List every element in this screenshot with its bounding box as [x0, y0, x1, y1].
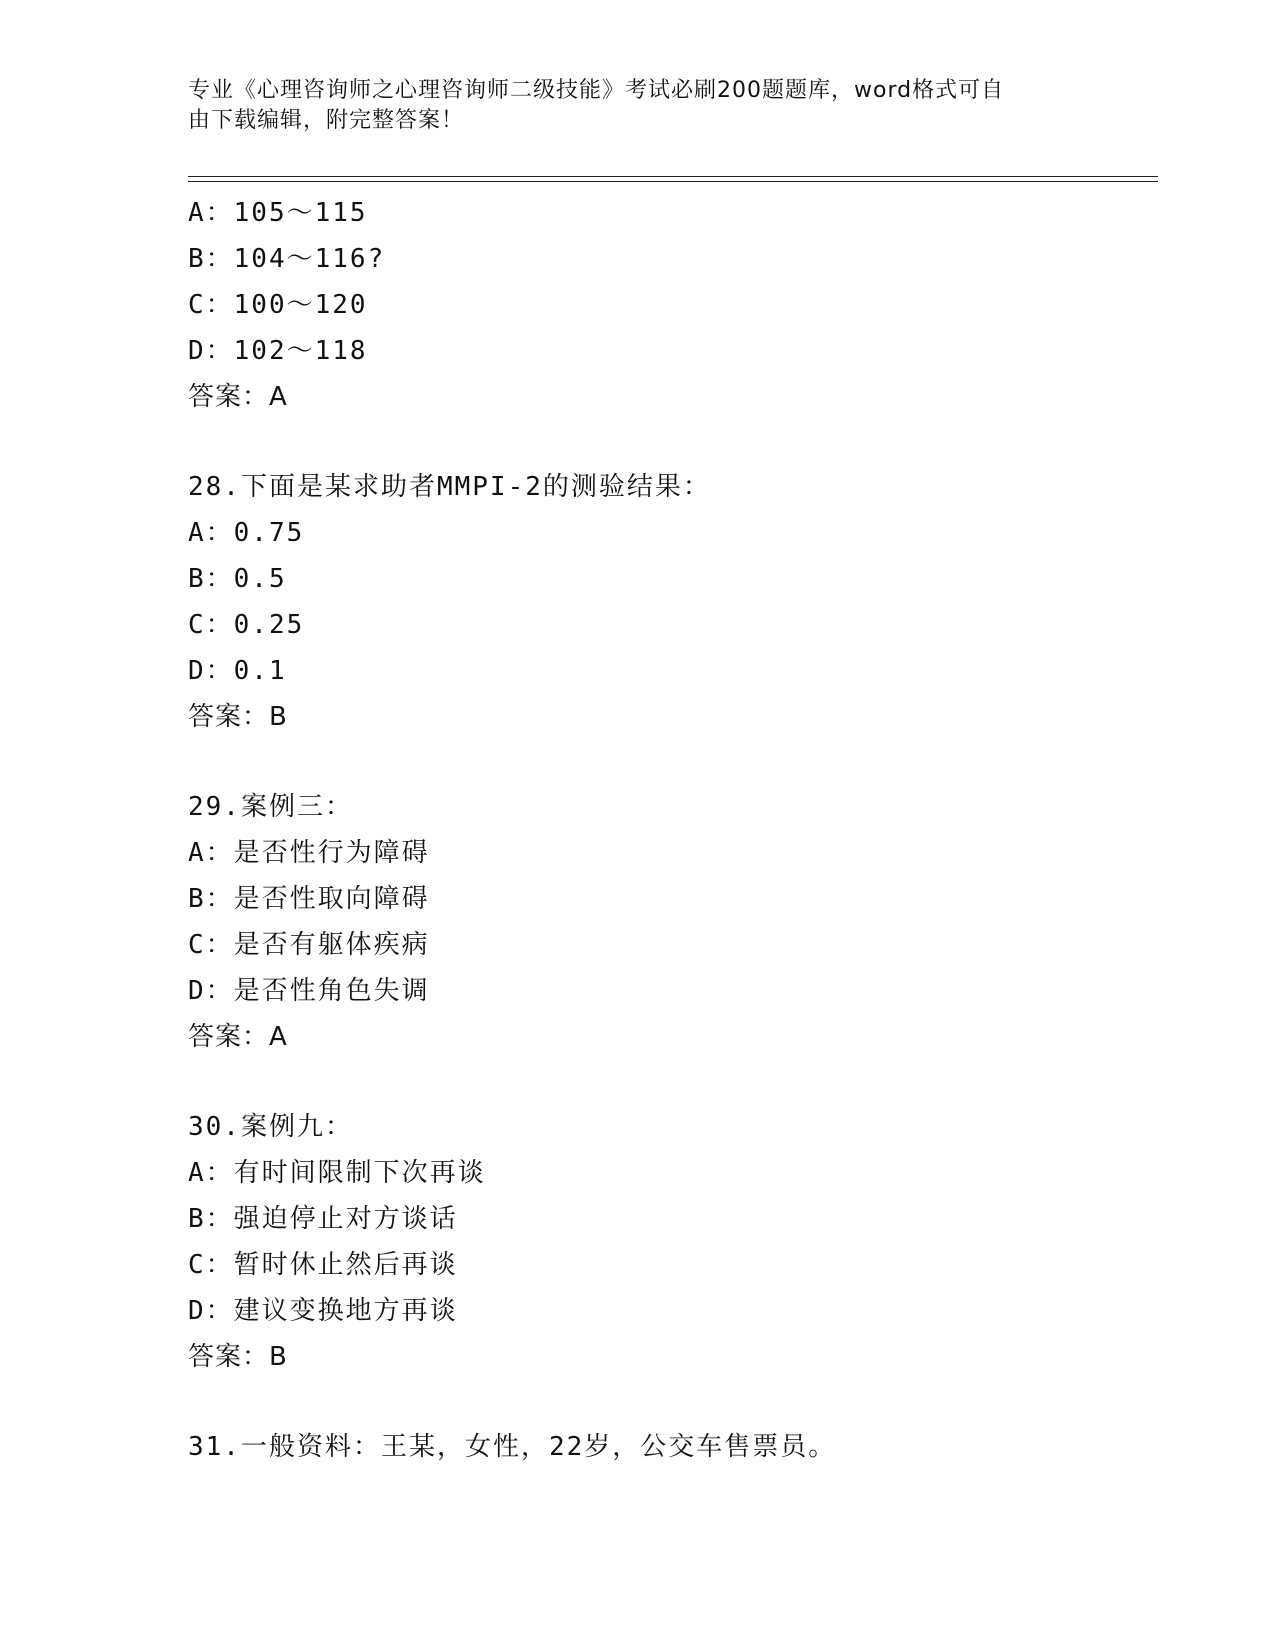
- question-30: [188, 1104, 1148, 1380]
- option-b: B：强迫停止对方谈话: [188, 1204, 458, 1234]
- answer-label: 答案：A: [188, 1022, 288, 1052]
- question-stem: 28.下面是某求助者MMPI-2的测验结果：: [188, 472, 711, 502]
- question-list: [188, 190, 1148, 1470]
- answer-label: 答案：A: [188, 382, 288, 412]
- header-line-2: 由下载编辑，附完整答案！: [188, 108, 465, 133]
- spacer: [188, 1380, 1148, 1424]
- option-d: D：102～118: [188, 336, 368, 366]
- header-line-1: 专业《心理咨询师之心理咨询师二级技能》考试必刷200题题库，word格式可自: [188, 78, 1005, 103]
- answer-label: 答案：B: [188, 702, 288, 732]
- question-31: [188, 1424, 1148, 1470]
- option-d: D：建议变换地方再谈: [188, 1296, 458, 1326]
- spacer: [188, 420, 1148, 464]
- option-a: A：是否性行为障碍: [188, 838, 430, 868]
- header-double-rule: [188, 176, 1158, 182]
- question-28: [188, 464, 1148, 740]
- spacer: [188, 1060, 1148, 1104]
- question-29: [188, 784, 1148, 1060]
- option-c: C：100～120: [188, 290, 368, 320]
- option-c: C：是否有躯体疾病: [188, 930, 430, 960]
- option-b: B：104～116?: [188, 244, 386, 274]
- option-c: C：0.25: [188, 610, 305, 640]
- option-a: A：105～115: [188, 198, 368, 228]
- question-stem: 30.案例九：: [188, 1112, 353, 1142]
- question-stem: 29.案例三：: [188, 792, 353, 822]
- document-header: [188, 76, 1068, 136]
- option-a: A：0.75: [188, 518, 305, 548]
- question-stem: 31.一般资料：王某，女性，22岁，公交车售票员。: [188, 1432, 837, 1462]
- question-27-options: [188, 190, 1148, 420]
- option-d: D：是否性角色失调: [188, 976, 430, 1006]
- answer-label: 答案：B: [188, 1342, 288, 1372]
- spacer: [188, 740, 1148, 784]
- option-a: A：有时间限制下次再谈: [188, 1158, 486, 1188]
- option-c: C：暂时休止然后再谈: [188, 1250, 458, 1280]
- option-b: B：是否性取向障碍: [188, 884, 430, 914]
- option-b: B：0.5: [188, 564, 287, 594]
- option-d: D：0.1: [188, 656, 287, 686]
